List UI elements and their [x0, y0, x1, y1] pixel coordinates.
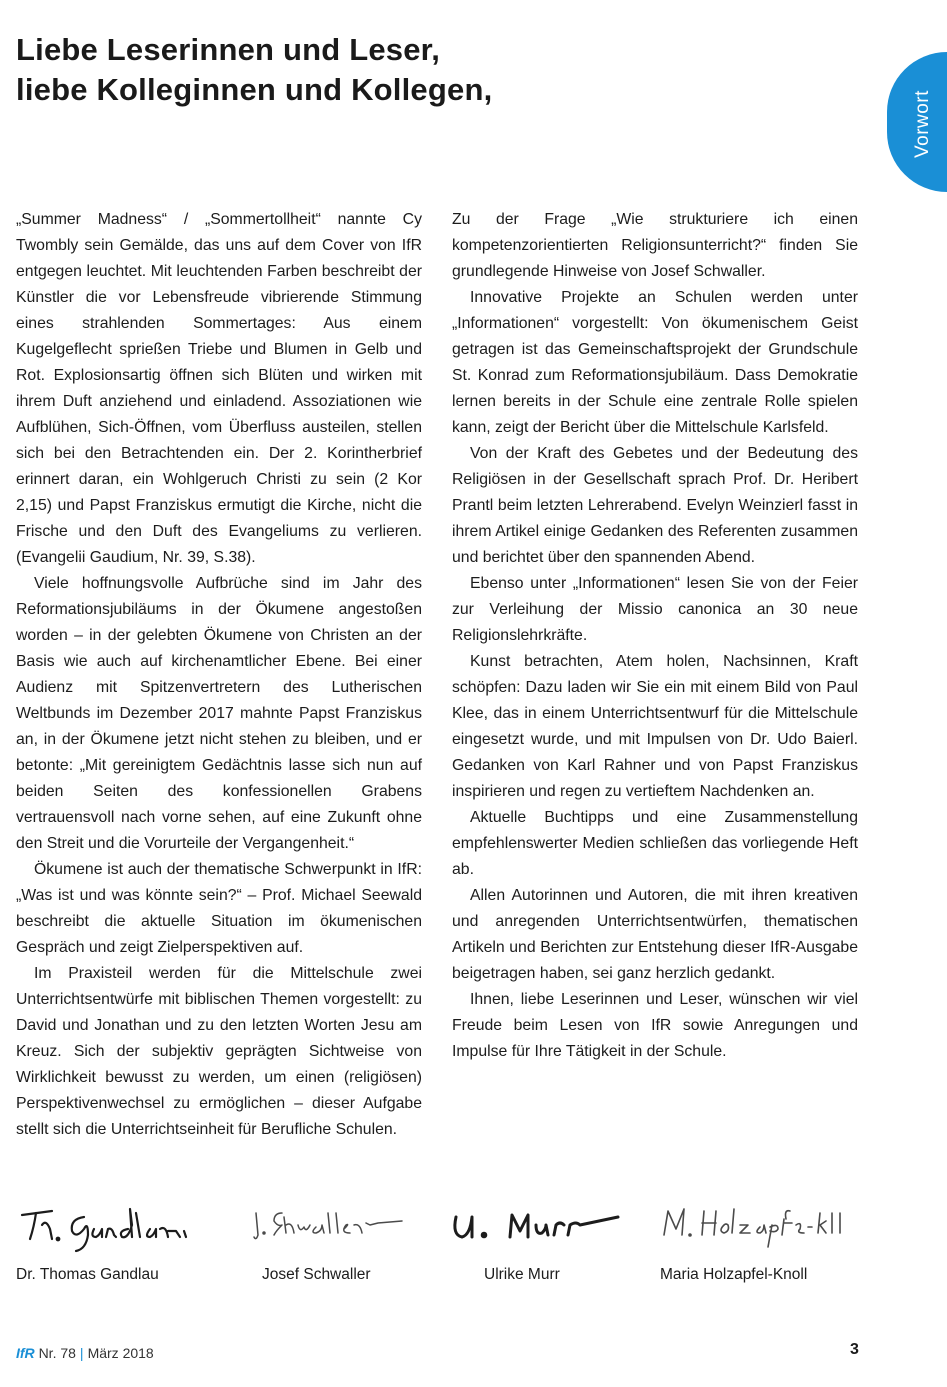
paragraph: Ebenso unter „Informationen“ lesen Sie von der Feier zur Verleihung der Missio canonica an 30 neue Religionslehrkräfte.: [452, 575, 858, 644]
left-column: [16, 207, 422, 1143]
signature-holzapfel-knoll: [660, 1195, 850, 1253]
signature-schwaller: [252, 1195, 422, 1253]
footer-issue: Nr. 78: [38, 1345, 76, 1361]
signature-name: Ulrike Murr: [484, 1266, 560, 1283]
signature-name: Josef Schwaller: [262, 1266, 371, 1283]
signature-gandlau: [18, 1195, 198, 1253]
paragraph: Im Praxisteil werden für die Mittelschule zwei Unterrichtsentwürfe mit biblischen Themen vorgestellt: zu David und Jonathan und zu den letzten Worten Jesu am Kreuz. Sich der subjektiv geprägten Sichtweise von Wirklichkeit bewusst zu werden, um einen (religiösen) Perspektivenwechsel zu ermöglichen – dieser Aufgabe stellt sich die Unterrichtseinheit für Berufliche Schulen.: [16, 965, 422, 1138]
footer-date: März 2018: [87, 1345, 154, 1361]
title-line-2: liebe Kolleginnen und Kollegen,: [16, 72, 493, 107]
section-tab-label: Vorwort: [912, 90, 933, 158]
right-column: [452, 207, 858, 1065]
footer-separator: |: [79, 1345, 84, 1361]
paragraph: Von der Kraft des Gebetes und der Bedeutung des Religiösen in der Gesellschaft sprach Prof. Dr. Heribert Prantl beim letzten Lehrerabend. Evelyn Weinzierl fasst in ihrem Artikel einige Gedanken des Referenten zusammen und berichtet über den spannenden Abend.: [452, 445, 858, 566]
signature-name: Maria Holzapfel-Knoll: [660, 1266, 808, 1283]
paragraph: „Summer Madness“ / „Sommertollheit“ nannte Cy Twombly sein Gemälde, das uns auf dem Cover von IfR entgegen leuchtet. Mit leuchtenden Farben beschreibt der Künstler die vor Lebensfreude vibrierende Stimmung eines strahlenden Sommertages: Aus einem Kugelgeflecht sprießen Triebe und Blumen in Gelb und Rot. Explosionsartig öffnen sich Blüten und wirken mit ihrem Duft anziehend und einladend. Assoziationen wie Aufblühen, Sich-Öffnen, vom Überfluss austeilen, stellen sich bei den Betrachtenden ein. Der 2. Korintherbrief erinnert daran, ein Wohlgeruch Christi zu sein (2 Kor 2,15) und Papst Franziskus ermutigt die Kirche, nicht die Frische und den Duft des Evangeliums zu verlieren. (Evangelii Gaudium, Nr. 39, S.38).: [16, 211, 422, 566]
paragraph: Aktuelle Buchtipps und eine Zusammenstellung empfehlenswerter Medien schließen das vorliegende Heft ab.: [452, 809, 858, 878]
paragraph: Ökumene ist auch der thematische Schwerpunkt in IfR: „Was ist und was könnte sein?“ – Prof. Michael Seewald beschreibt die aktuelle Situation im ökumenischen Gespräch und zeigt Zielperspektiven auf.: [16, 861, 422, 956]
paragraph: Innovative Projekte an Schulen werden unter „Informationen“ vorgestellt: Von ökumenischem Geist getragen ist das Gemeinschaftsprojekt der Grundschule St. Konrad zum Reformationsjubiläum. Dass Demokratie lernen bereits in der Schule eine zentrale Rolle spielen kann, zeigt der Bericht über die Mittelschule Karlsfeld.: [452, 289, 858, 436]
paragraph: Ihnen, liebe Leserinnen und Leser, wünschen wir viel Freude beim Lesen von IfR sowie Anregungen und Impulse für Ihre Tätigkeit in der Schule.: [452, 991, 858, 1060]
footer-brand: IfR: [16, 1345, 35, 1361]
signature-murr: [448, 1195, 628, 1253]
page-title: [16, 30, 492, 110]
page-number: 3: [850, 1341, 859, 1358]
title-line-1: Liebe Leserinnen und Leser,: [16, 32, 441, 67]
paragraph: Viele hoffnungsvolle Aufbrüche sind im Jahr des Reformationsjubiläums in der Ökumene angestoßen worden – in der gelebten Ökumene von Christen an der Basis wie auch auf kirchenamtlicher Ebene. Bei einer Audienz mit Spitzenvertretern des Lutherischen Weltbunds im Dezember 2017 mahnte Papst Franziskus an, in der Ökumene jetzt nicht stehen zu bleiben, und er betonte: „Mit gereinigtem Gedächtnis lasse sich nun auf beiden Seiten des konfessionellen Grabens vertrauensvoll nach vorne sehen, auf eine Zukunft ohne den Streit und die Vorurteile der Vergangenheit.“: [16, 575, 422, 852]
footer: [16, 1343, 154, 1363]
paragraph: Zu der Frage „Wie strukturiere ich einen kompetenzorientierten Religionsunterricht?“ finden Sie grundlegende Hinweise von Josef Schwaller.: [452, 211, 858, 280]
paragraph: Allen Autorinnen und Autoren, die mit ihren kreativen und anregenden Unterrichtsentwürfen, thematischen Artikeln und Berichten zur Entstehung dieser IfR-Ausgabe beigetragen haben, sei ganz herzlich gedankt.: [452, 887, 858, 982]
signature-name: Dr. Thomas Gandlau: [16, 1266, 159, 1283]
paragraph: Kunst betrachten, Atem holen, Nachsinnen, Kraft schöpfen: Dazu laden wir Sie ein mit einem Bild von Paul Klee, das in einem Unterrichtsentwurf für die Mittelschule eingesetzt wurde, und mit Impulsen von Dr. Udo Baierl. Gedanken von Karl Rahner und von Papst Franziskus inspirieren und regen zu vertieftem Nachdenken an.: [452, 653, 858, 800]
